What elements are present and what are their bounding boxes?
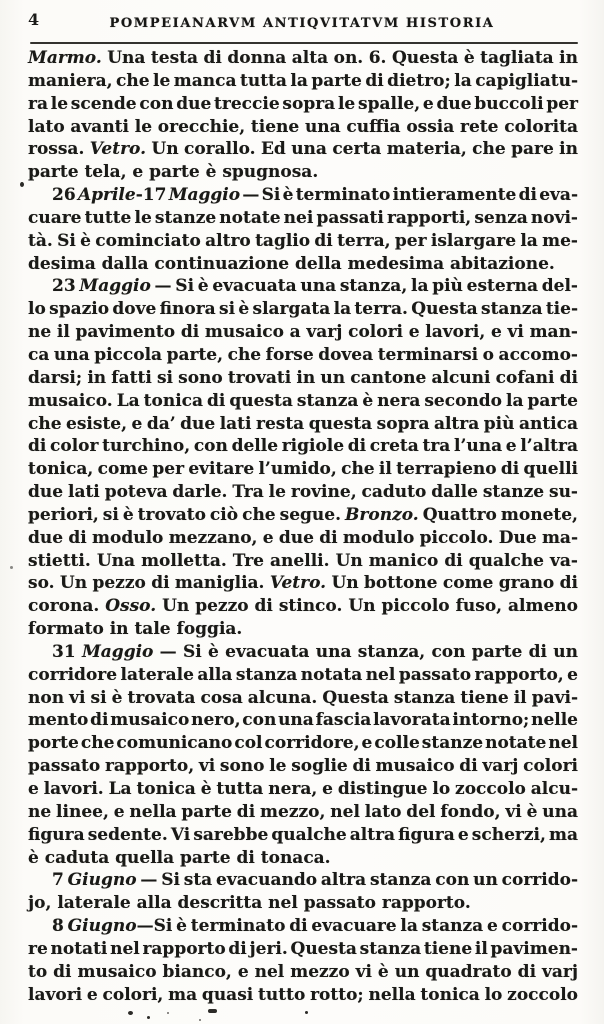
text-line	[28, 801, 578, 824]
ink-speck	[128, 1011, 133, 1015]
header-rule	[30, 42, 578, 44]
text: musaico. La tonica di questa stanza è nera secondo la parte	[28, 390, 578, 411]
text-line	[28, 755, 578, 778]
text: ne linee, e nella parte di mezzo, nel lato del fondo, vi è una	[28, 801, 578, 822]
running-title: POMPEIANARVM ANTIQVITATVM HISTORIA	[109, 16, 495, 31]
text-line	[28, 116, 578, 139]
text: to di musaico bianco, e nel mezzo vi è un quadrato di varj	[28, 961, 578, 982]
paragraph	[28, 915, 578, 1006]
italic-text: Aprile	[77, 185, 136, 206]
text: rossa.	[28, 139, 90, 160]
text: tà. Si è cominciato altro taglio di terra, per islargare la me-	[28, 230, 578, 251]
text-line	[28, 778, 578, 801]
text: Un corallo. Ed una certa materia, che pare in	[146, 139, 578, 160]
text: di color turchino, con delle rigiole di creta tra l’una e l’altra	[28, 436, 578, 457]
text-line	[28, 230, 578, 253]
text-line	[28, 207, 578, 230]
text-line	[28, 321, 578, 344]
text: passato rapporto, vi sono le soglie di musaico di varj colori	[28, 756, 578, 777]
text-line	[28, 504, 578, 527]
text-line	[28, 481, 578, 504]
text-line	[28, 458, 578, 481]
text-line	[28, 47, 578, 70]
text-line	[28, 572, 578, 595]
text: cuare tutte le stanze notate nei passati rapporti, senza novi-	[28, 207, 578, 228]
text: porte che comunicano col corridore, e colle stanze notate nel	[28, 733, 578, 754]
italic-text: Vetro.	[269, 573, 327, 594]
text: Quattro monete,	[418, 504, 578, 525]
text-line	[28, 618, 578, 641]
text-line	[28, 527, 578, 550]
text: periori, si è trovato ciò che segue.	[28, 504, 346, 525]
text: ca una piccola parte, che forse dovea terminarsi o accomo-	[28, 344, 578, 365]
text: —Si è terminato di evacuare la stanza e corrido-	[136, 916, 579, 937]
text-line	[28, 709, 578, 732]
text: e lavori. La tonica è tutta nera, e distingue lo zoccolo alcu-	[28, 779, 578, 799]
text: lo spazio dove finora si è slargata la terra. Questa stanza tie-	[28, 299, 578, 320]
text: — Si è evacuata una stanza, la più esterna del-	[150, 276, 578, 297]
text-line	[28, 892, 578, 915]
italic-text: Maggio	[81, 641, 154, 662]
text: ne il pavimento di musaico a varj colori e lavori, e vi man-	[28, 322, 578, 343]
text: darsi; in fatti si sono trovati in un cantone alcuni cofani di	[28, 367, 578, 388]
text-line	[28, 664, 578, 687]
text: tonica, come per evitare l’umido, che il terrapieno di quelli	[28, 459, 578, 480]
ink-speck	[10, 566, 13, 569]
text-line	[28, 687, 578, 710]
text-line	[28, 70, 578, 93]
text-line	[28, 390, 578, 413]
text-line	[28, 413, 578, 436]
text: stietti. Una molletta. Tre anelli. Un manico di qualche va-	[28, 550, 578, 571]
page-number: 4	[28, 10, 40, 29]
ink-speck	[199, 1019, 201, 1021]
italic-text: Osso.	[105, 596, 157, 617]
text-line	[28, 253, 578, 276]
italic-text: Vetro.	[89, 139, 146, 160]
italic-text: Giugno	[67, 870, 137, 891]
text: non vi si è trovata cosa alcuna. Questa stanza tiene il pavi-	[28, 687, 579, 708]
text: Una testa di donna alta on. 6. Questa è tagliata in	[101, 48, 578, 68]
text: — Si è terminato intieramente di eva-	[240, 185, 578, 206]
text-line	[28, 367, 578, 390]
text-line	[28, 961, 578, 984]
text: mento di musaico nero, con una fascia lavorata intorno; nelle	[28, 710, 578, 731]
paragraph	[28, 641, 578, 869]
text: lavori e colori, ma quasi tutto rotto; nella tonica lo zoccolo	[28, 984, 578, 1005]
text: Un bottone come grano di	[326, 573, 578, 594]
paragraph	[28, 184, 578, 275]
text-line	[28, 275, 578, 298]
italic-text: Bronzo.	[345, 504, 419, 525]
text: -17	[135, 185, 169, 206]
paragraph	[28, 869, 578, 915]
text: jo, laterale alla descritta nel passato rapporto.	[28, 893, 471, 914]
text: 7	[52, 870, 68, 891]
text-line	[28, 641, 578, 664]
text: re notati nel rapporto di jeri. Questa stanza tiene il pavimen-	[28, 938, 578, 959]
text-line	[28, 915, 578, 938]
ink-speck	[208, 1009, 217, 1013]
text-line	[28, 184, 578, 207]
italic-text: Marmo.	[28, 48, 102, 68]
text-line	[28, 824, 578, 847]
text: parte tela, e parte è spugnosa.	[28, 162, 319, 183]
text-line	[28, 938, 578, 961]
text-line	[28, 550, 578, 573]
text: 23	[52, 276, 80, 297]
page-body	[28, 47, 578, 1006]
text: maniera, che le manca tutta la parte di dietro; la capigliatu-	[28, 70, 578, 91]
text: — Si è evacuata una stanza, con parte di un	[153, 641, 578, 662]
text-line	[28, 869, 578, 892]
text: 31	[52, 641, 82, 662]
text: desima dalla continuazione della medesima abitazione.	[28, 253, 555, 274]
text: 26	[52, 185, 78, 206]
italic-text: Maggio	[79, 276, 151, 297]
text-line	[28, 984, 578, 1007]
paragraph	[28, 47, 578, 184]
italic-text: Maggio	[168, 185, 241, 206]
text: due di modulo mezzano, e due di modulo piccolo. Due ma-	[28, 527, 578, 548]
ink-speck	[167, 1012, 169, 1014]
text-line	[28, 138, 578, 161]
text-line	[28, 298, 578, 321]
text-line	[28, 847, 578, 870]
text: che esiste, e da’ due lati resta questa sopra altra più antica	[28, 413, 578, 434]
text: so. Un pezzo di maniglia.	[28, 573, 270, 594]
text-line	[28, 732, 578, 755]
text-line	[28, 161, 578, 184]
text: è caduta quella parte di tonaca.	[28, 847, 331, 868]
text: Un pezzo di stinco. Un piccolo fuso, almeno	[156, 596, 578, 617]
italic-text: Giugno	[67, 916, 137, 937]
text: corridore laterale alla stanza notata nel passato rapporto, e	[28, 664, 578, 685]
ink-speck	[147, 1016, 150, 1019]
text: figura sedente. Vi sarebbe qualche altra figura e scherzi, ma	[28, 824, 578, 845]
text: lato avanti le orecchie, tiene una cuffia ossia rete colorita	[28, 116, 578, 137]
text: ra le scende con due treccie sopra le spalle, e due buccoli per	[28, 93, 578, 114]
text-line	[28, 595, 578, 618]
text: — Si sta evacuando altra stanza con un corrido-	[136, 870, 579, 891]
text-line	[28, 93, 578, 116]
text: 8	[52, 916, 68, 937]
ink-speck	[20, 182, 24, 187]
text-line	[28, 344, 578, 367]
text: corona.	[28, 596, 106, 617]
paragraph	[28, 275, 578, 641]
ink-speck	[305, 1011, 308, 1014]
text: formato in tale foggia.	[28, 619, 243, 640]
text: due lati poteva darle. Tra le rovine, caduto dalle stanze su-	[28, 482, 578, 503]
text-line	[28, 435, 578, 458]
